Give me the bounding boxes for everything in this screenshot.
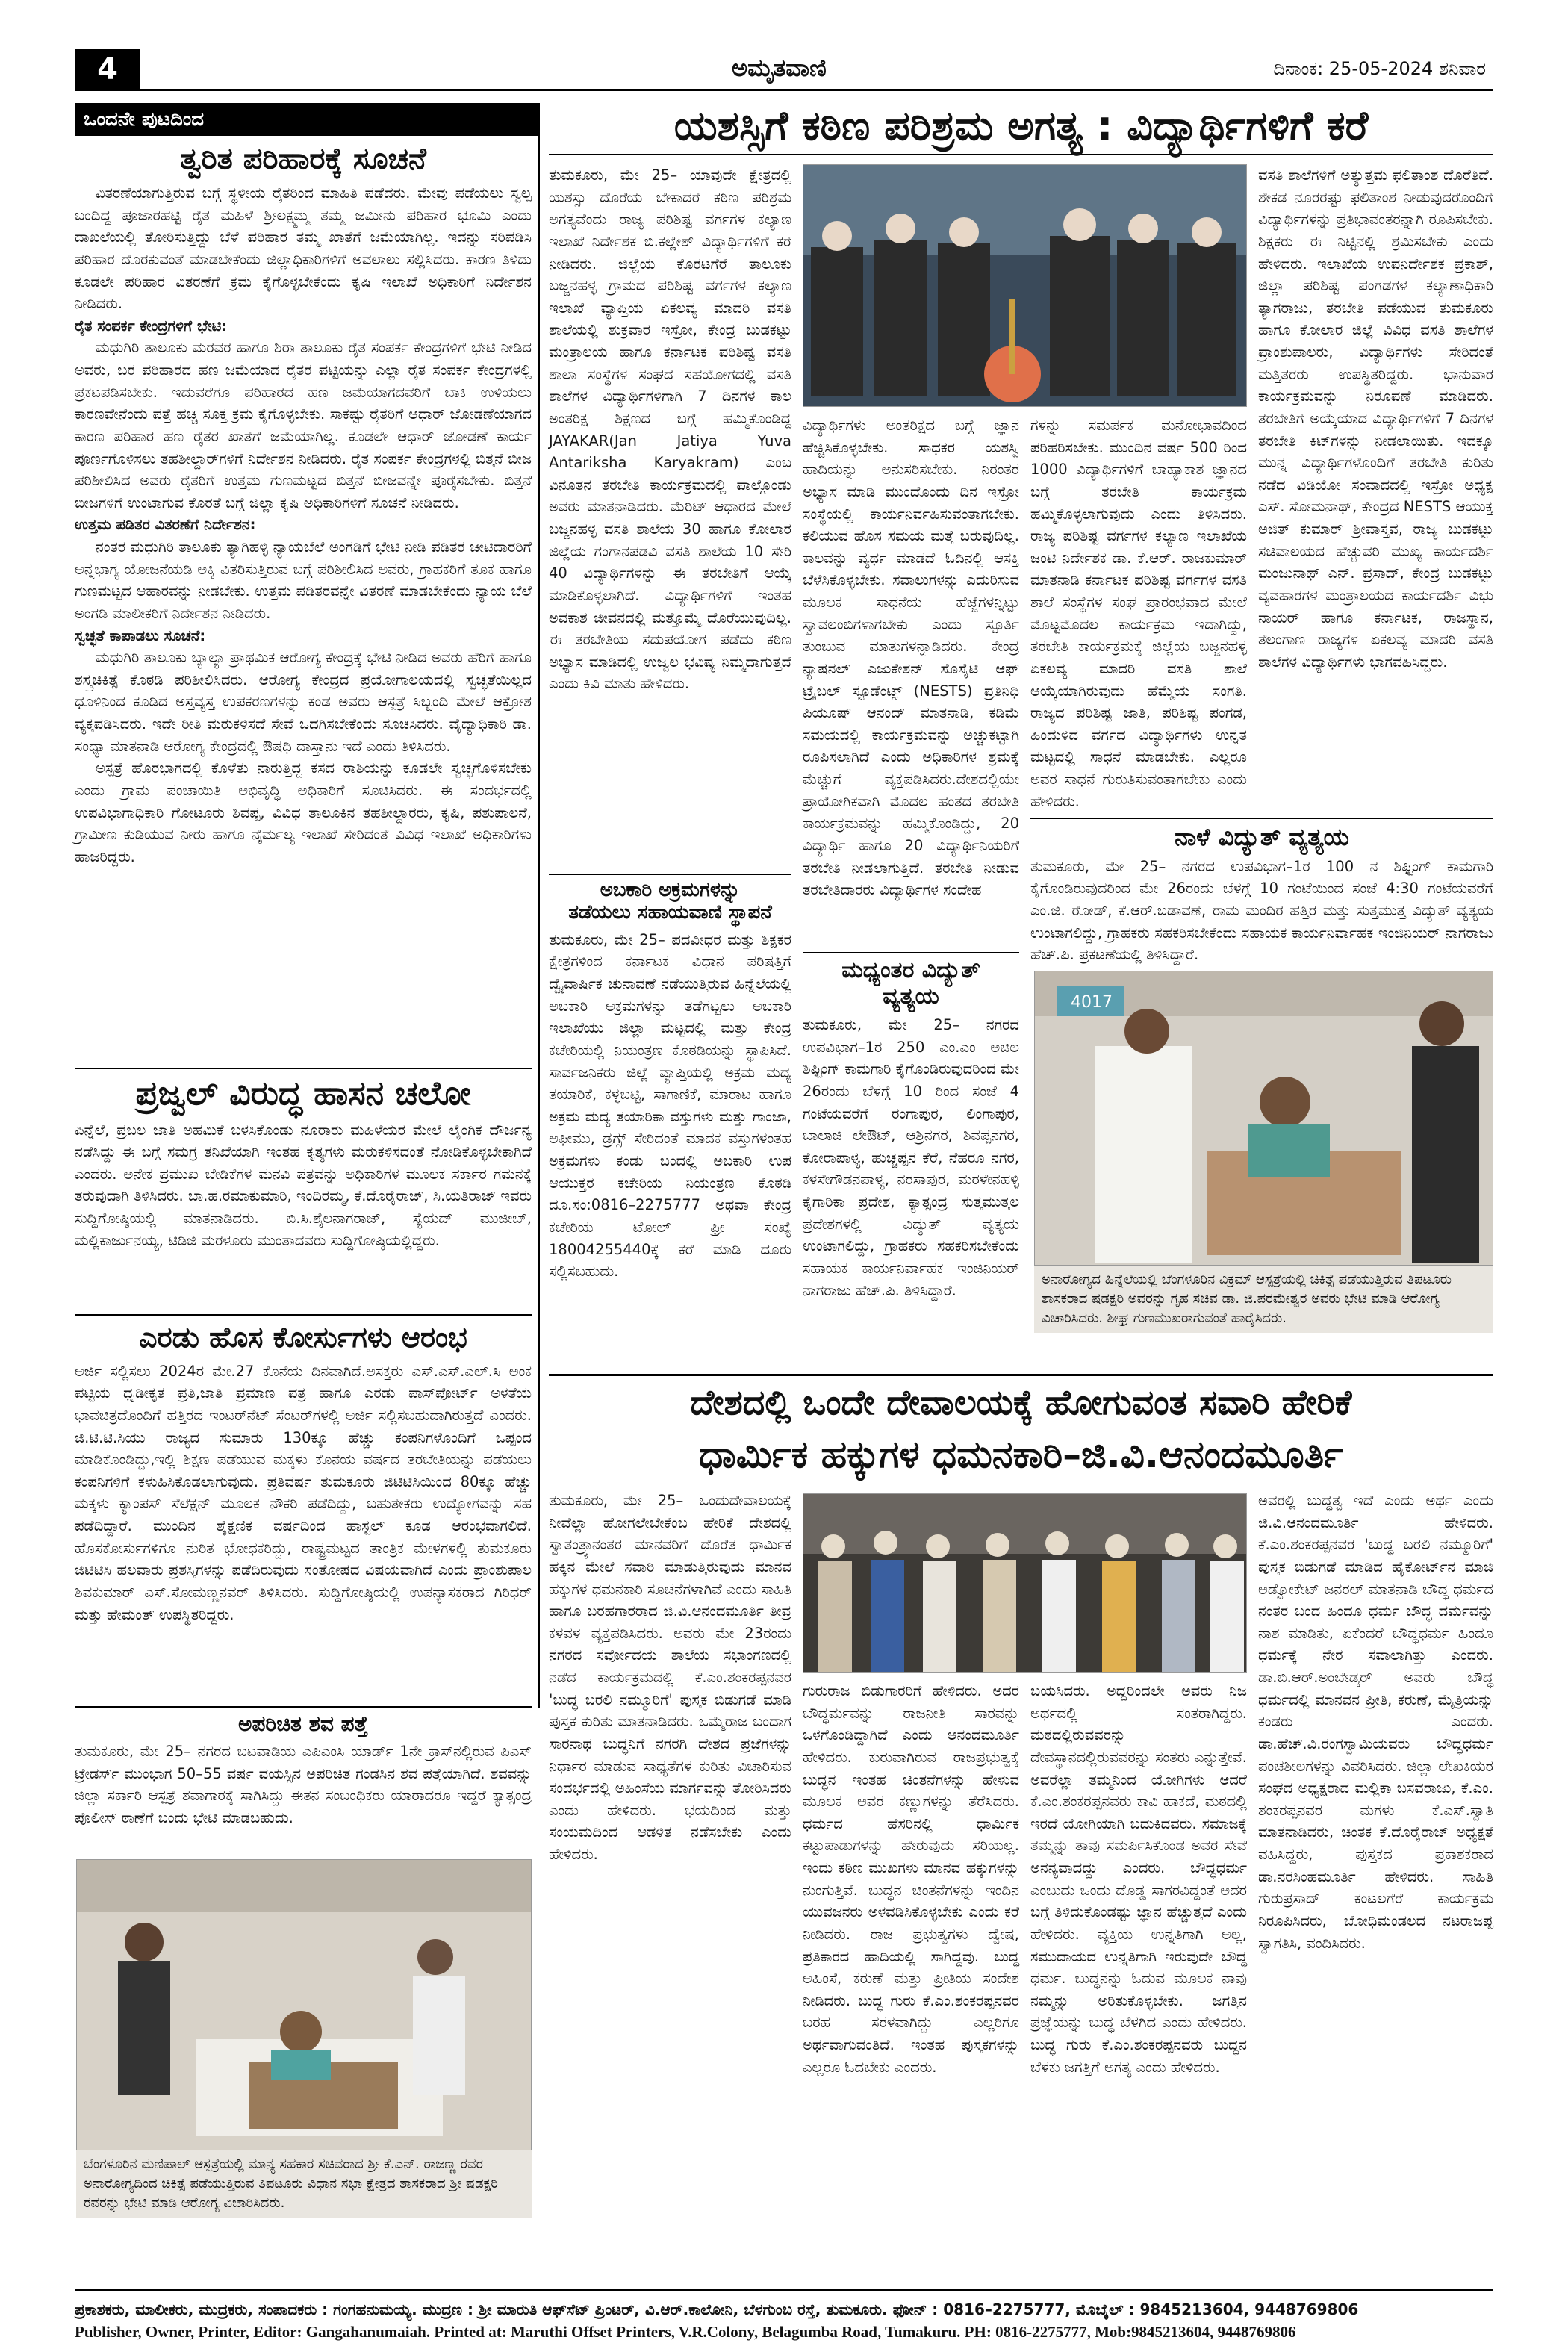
story-power-cut-2 <box>1030 818 1493 966</box>
article-body: ವಿತರಣೆಯಾಗುತ್ತಿರುವ ಬಗ್ಗೆ ಸ್ಥಳೀಯ ರೈತರಿಂದ ಮಾಹಿತಿ ಪಡೆದರು. ಮೇವು ಪಡೆಯಲು ಸ್ವಲ್ಪ ಬಂದಿದ್ದ ಪೂಜಾರಹಟ್ಟಿ ರೈತ ಮಹಿಳೆ ಶ್ರೀಲಕ್ಷ್ಮಮ್ಮ ತಮ್ಮ ಜಮೀನು ಪರಿಹಾರ ಭೂಮಿ ಎಂದು ದಾಖಲೆಯಲ್ಲಿ ತೋರಿಸುತ್ತಿದ್ದು ಬೆಳೆ ಪರಿಹಾರ ತಮ್ಮ ಖಾತೆಗೆ ಜಮೆಯಾಗಿಲ್ಲ. ಇದನ್ನು ಸರಿಪಡಿಸಿ ಪರಿಹಾರ ದೊರಕುವಂತೆ ಮಾಡಬೇಕೆಂದು ಜಿಲ್ಲಾಧಿಕಾರಿಗಳಿಗೆ ಅವಲಾಲು ಸಲ್ಲಿಸಿದರು. ಕಾರಣ ತಿಳಿದು ಕೂಡಲೇ ಪರಿಹಾರ ವಿತರಣೆಗೆ ಕ್ರಮ ಕೈಗೊಳ್ಳಬೇಕೆಂದು ಕೃಷಿ ಇಲಾಖೆ ಅಧಿಕಾರಿಗೆ ನಿರ್ದೇಶನ ನೀಡಿದರು. ರೈತ ಸಂಪರ್ಕ ಕೇಂದ್ರಗಳಿಗೆ ಭೇಟಿ: ಮಧುಗಿರಿ ತಾಲೂಕು ಮರವರ ಹಾಗೂ ಶಿರಾ ತಾಲೂಕು ರೈತ ಸಂಪರ್ಕ ಕೇಂದ್ರಗಳಿಗೆ ಭೇಟಿ ನೀಡಿದ ಅವರು, ಬರ ಪರಿಹಾರದ ಹಣ ಜಮೆಯಾದ ರೈತರ ಪಟ್ಟಿಯನ್ನು ಎಲ್ಲಾ ರೈತ ಸಂಪರ್ಕ ಕೇಂದ್ರಗಳಲ್ಲಿ ಪ್ರಕಟಪಡಿಸಬೇಕು. ಇದುವರೆಗೂ ಪರಿಹಾರದ ಹಣ ಜಮೆಯಾಗದವರಿಗೆ ಬಾಕಿ ಉಳಿಯಲು ಕಾರಣವೇನೆಂದು ಪತ್ತೆ ಹಚ್ಚಿ ಸೂಕ್ತ ಕ್ರಮ ಕೈಗೊಳ್ಳಬೇಕು. ಸಾಕಷ್ಟು ರೈತರಿಗೆ ಆಧಾರ್ ಜೋಡಣೆಯಾಗದ ಕಾರಣ ಪರಿಹಾರ ಹಣ ರೈತರ ಖಾತೆಗೆ ಜಮೆಯಾಗಿಲ್ಲ. ಕೂಡಲೇ ಆಧಾರ್ ಜೋಡಣೆ ಕಾರ್ಯ ಪೂರ್ಣಗೊಳಿಸಲು ತಹಶೀಲ್ದಾರ್‌ಗಳಿಗೆ ನಿರ್ದೇಶನ ನೀಡಿದರು. ರೈತ ಸಂಪರ್ಕ ಕೇಂದ್ರಗಳಲ್ಲಿ ಬಿತ್ತನೆ ಬೀಜ ಪರಿಶೀಲಿಸಿದ ಅವರು ರೈತರಿಗೆ ಉತ್ತಮ ಗುಣಮಟ್ಟದ ಬಿತ್ತನೆ ಬೀಜವನ್ನೇ ಪೂರೈಸಬೇಕು. ಬಿತ್ತನೆ ಬೀಜಗಳಿಗೆ ಉಂಟಾಗುವ ಕೊರತೆ ಬಗ್ಗೆ ಜಿಲ್ಲಾ ಕೃಷಿ ಅಧಿಕಾರಿಗಳಿಗೆ ಸೂಚನೆ ನೀಡಿದರು. ಉತ್ತಮ ಪಡಿತರ ವಿತರಣೆಗೆ ನಿರ್ದೇಶನ: ನಂತರ ಮಧುಗಿರಿ ತಾಲೂಕು ತ್ಯಾಗಿಹಳ್ಳಿ ನ್ಯಾಯಬೆಲೆ ಅಂಗಡಿಗೆ ಭೇಟಿ ನೀಡಿ ಪಡಿತರ ಚೀಟಿದಾರರಿಗೆ ಅನ್ನಭಾಗ್ಯ ಯೋಜನೆಯಡಿ ಅಕ್ಕಿ ವಿತರಿಸುತ್ತಿರುವ ಬಗ್ಗೆ ಪರಿಶೀಲಿಸಿದ ಅವರು, ಗ್ರಾಹಕರಿಗೆ ತೂಕ ಹಾಗೂ ಗುಣಮಟ್ಟದ ಆಹಾರವನ್ನು ನೀಡಬೇಕು. ಉತ್ತಮ ಪಡಿತರವನ್ನೇ ವಿತರಣೆ ಮಾಡಬೇಕೆಂದು ನ್ಯಾಯ ಬೆಲೆ ಅಂಗಡಿ ಮಾಲೀಕರಿಗೆ ನಿರ್ದೇಶನ ನೀಡಿದರು. ಸ್ವಚ್ಛತೆ ಕಾಪಾಡಲು ಸೂಚನೆ: ಮಧುಗಿರಿ ತಾಲೂಕು ಬ್ಯಾಲ್ಯಾ ಪ್ರಾಥಮಿಕ ಆರೋಗ್ಯ ಕೇಂದ್ರಕ್ಕೆ ಭೇಟಿ ನೀಡಿದ ಅವರು ಹೆರಿಗೆ ಹಾಗೂ ಶಸ್ತ್ರಚಿಕಿತ್ಸೆ ಕೊಠಡಿ ಪರಿಶೀಲಿಸಿದರು. ಆರೋಗ್ಯ ಕೇಂದ್ರದ ಪ್ರಯೋಗಾಲಯದಲ್ಲಿ ಸ್ವಚ್ಛತೆಯಿಲ್ಲದ ಧೂಳಿನಿಂದ ಕೂಡಿದ ಅಸ್ತವ್ಯಸ್ತ ಉಪಕರಣಗಳನ್ನು ಕಂಡ ಅವರು ಆಸ್ಪತ್ರೆ ಸಿಬ್ಬಂದಿ ಮೇಲೆ ಆಕ್ರೋಶ ವ್ಯಕ್ತಪಡಿಸಿದರು. ಇದೇ ರೀತಿ ಮರುಕಳಿಸದೆ ಸೇವೆ ಒದಗಿಸಬೇಕೆಂದು ಸೂಚಿಸಿದರು. ವೈದ್ಯಾಧಿಕಾರಿ ಡಾ. ಸಂಧ್ಯಾ ಮಾತನಾಡಿ ಆರೋಗ್ಯ ಕೇಂದ್ರದಲ್ಲಿ ಔಷಧಿ ದಾಸ್ತಾನು ಇದೆ ಎಂದು ತಿಳಿಸಿದರು. ಅಸ್ಪತ್ರೆ ಹೊರಭಾಗದಲ್ಲಿ ಕೊಳೆತು ನಾರುತ್ತಿದ್ದ ಕಸದ ರಾಶಿಯನ್ನು ಕೂಡಲೇ ಸ್ವಚ್ಛಗೊಳಿಸಬೇಕು ಎಂದು ಗ್ರಾಮ ಪಂಚಾಯಿತಿ ಅಭಿವೃದ್ಧಿ ಅಧಿಕಾರಿಗೆ ಸೂಚಿಸಿದರು. ಈ ಸಂದರ್ಭದಲ್ಲಿ ಉಪವಿಭಾಗಾಧಿಕಾರಿ ಗೋಟೂರು ಶಿವಪ್ಪ, ವಿವಿಧ ತಾಲೂಕಿನ ತಹಶೀಲ್ದಾರರು, ಕೃಷಿ, ಪಶುಪಾಲನೆ, ಗ್ರಾಮೀಣ ಕುಡಿಯುವ ನೀರು ಹಾಗೂ ನೈರ್ಮಲ್ಯ ಇಲಾಖೆ ಸೇರಿದಂತೆ ವಿವಿಧ ಇಲಾಖೆ ಅಧಿಕಾರಿಗಳು ಹಾಜರಿದ್ದರು. <box>75 184 532 865</box>
headline-line-1: ಅಬಕಾರಿ ಅಕ್ರಮಗಳನ್ನು <box>600 879 741 901</box>
issue-date: ದಿನಾಂಕ: 25-05-2024 ಶನಿವಾರ <box>1273 58 1486 79</box>
bottom-headline-line-2: ಧಾರ್ಮಿಕ ಹಕ್ಕುಗಳ ಧಮನಕಾರಿ–ಜಿ.ವಿ.ಆನಂದಮೂರ್ತಿ <box>698 1433 1344 1476</box>
article-body: ತುಮಕೂರು, ಮೇ 25– ಪದವೀಧರ ಮತ್ತು ಶಿಕ್ಷಕರ ಕ್ಷೇತ್ರಗಳಿಂದ ಕರ್ನಾಟಕ ವಿಧಾನ ಪರಿಷತ್ತಿಗೆ ದ್ವೈವಾರ್ಷಿಕ ಚುನಾವಣೆ ನಡೆಯುತ್ತಿರುವ ಹಿನ್ನೆಲೆಯಲ್ಲಿ ಅಬಕಾರಿ ಅಕ್ರಮಗಳನ್ನು ತಡೆಗಟ್ಟಲು ಅಬಕಾರಿ ಇಲಾಖೆಯು ಜಿಲ್ಲಾ ಮಟ್ಟದಲ್ಲಿ ಮತ್ತು ಕೇಂದ್ರ ಕಚೇರಿಯಲ್ಲಿ ನಿಯಂತ್ರಣ ಕೊಠಡಿಯನ್ನು ಸ್ಥಾಪಿಸಿದೆ. ಸಾರ್ವಜನಿಕರು ಜಿಲ್ಲೆ ವ್ಯಾಪ್ತಿಯಲ್ಲಿ ಅಕ್ರಮ ಮದ್ಯ ತಯಾರಿಕೆ, ಕಳ್ಳಬಟ್ಟಿ, ಸಾಗಾಣಿಕೆ, ಮಾರಾಟ ಹಾಗೂ ಅಕ್ರಮ ಮದ್ಯ ತಯಾರಿಕಾ ವಸ್ತುಗಳು ಮತ್ತು ಗಾಂಜಾ, ಅಫೀಮು, ಡ್ರಗ್ಸ್ ಸೇರಿದಂತೆ ಮಾದಕ ವಸ್ತುಗಳಂತಹ ಅಕ್ರಮಗಳು ಕಂಡು ಬಂದಲ್ಲಿ ಅಬಕಾರಿ ಉಪ ಆಯುಕ್ತರ ಕಚೇರಿಯ ನಿಯಂತ್ರಣ ಕೊಠಡಿ ದೂ.ಸಂ:0816–2275777 ಅಥವಾ ಕೇಂದ್ರ ಕಚೇರಿಯ ಟೋಲ್ ಫ್ರೀ ಸಂಖ್ಯೆ 18004255440ಕ್ಕೆ ಕರೆ ಮಾಡಿ ದೂರು ಸಲ್ಲಿಸಬಹುದು. <box>549 930 791 1281</box>
event-photo-illustration <box>803 165 1247 407</box>
page-number: 4 <box>75 49 140 90</box>
headline-line-1: ಮಧ್ಯಂತರ ವಿದ್ಯುತ್ <box>841 957 980 983</box>
article-body: ಅರ್ಜಿ ಸಲ್ಲಿಸಲು 2024ರ ಮೇ.27 ಕೊನೆಯ ದಿನವಾಗಿದೆ.ಅಸಕ್ತರು ಎಸ್.ಎಸ್.ಎಲ್.ಸಿ ಅಂಕ ಪಟ್ಟಿಯ ಧೃಡೀಕೃತ ಪ್ರತಿ,ಜಾತಿ ಪ್ರಮಾಣ ಪತ್ರ ಹಾಗೂ ಎರಡು ಪಾಸ್‌ಪೋರ್ಟ್ ಅಳತೆಯ ಭಾವಚಿತ್ರದೊಂದಿಗೆ ಹತ್ತಿರದ ಇಂಟರ್‌ನೆಟ್ ಸೆಂಟರ್‌ಗಳಲ್ಲಿ ಅರ್ಜಿ ಸಲ್ಲಿಸಬಹುದಾಗಿರುತ್ತದೆ ಎಂದರು. ಜಿ.ಟಿ.ಟಿ.ಸಿಯು ರಾಜ್ಯದ ಸುಮಾರು 130ಕ್ಕೂ ಹೆಚ್ಚು ಕಂಪನಿಗಳೊಂದಿಗೆ ಒಪ್ಪಂದ ಮಾಡಿಕೊಂಡಿದ್ದು,ಇಲ್ಲಿ ಶಿಕ್ಷಣ ಪಡೆಯುವ ಮಕ್ಕಳು ಕೊನೆಯ ವರ್ಷದ ತರಬೇತಿಯನ್ನು ಪಡೆಯಲು ಕಂಪನಿಗಳಿಗೆ ಕಳುಹಿಸಿಕೊಡಲಾಗುವುದು. ಪ್ರತಿವರ್ಷ ತುಮಕೂರು ಜಿಟಿಟಿಸಿಯಿಂದ 80ಕ್ಕೂ ಹೆಚ್ಚು ಮಕ್ಕಳು ಕ್ಯಾಂಪಸ್ ಸೆಲೆಕ್ಷನ್ ಮೂಲಕ ನೌಕರಿ ಪಡೆದಿದ್ದು, ಬಹುತೇಕರು ಉದ್ಯೋಗವನ್ನು ಸಹ ಪಡೆದಿದ್ದಾರೆ. ಮುಂದಿನ ಶೈಕ್ಷಣಿಕ ವರ್ಷದಿಂದ ಹಾಸ್ಟಲ್ ಕೂಡ ಆರಂಭವಾಗಲಿದೆ. ಹೊಸಕೋರ್ಸುಗಳಿಗೂ ನುರಿತ ಭೋಧಕರಿದ್ದು, ರಾಷ್ಟ್ರಮಟ್ಟದ ತಾಂತ್ರಿಕ ಮೇಳಗಳಲ್ಲಿ ತುಮಕೂರು ಜಿಟಿಟಿಸಿ ಹಲವಾರು ಪ್ರಶಸ್ತಿಗಳನ್ನು ಪಡೆದಿರುವುದು ಸಂತೋಷದ ವಿಷಯವಾಗಿದೆ ಎಂದು ಪ್ರಾಂಶುಪಾಲ ಶಿವಕುಮಾರ್ ಎಸ್.ಸೋಮಣ್ಣನವರ್ ತಿಳಿಸಿದರು. ಸುದ್ದಿಗೋಷ್ಠಿಯಲ್ಲಿ ಉಪನ್ಯಾಸಕರಾದ ಗಿರಿಧರ್ ಮತ್ತು ಹೇಮಂತ್ ಉಪಸ್ಥಿತರಿದ್ದರು. <box>75 1362 532 1623</box>
column-divider <box>538 103 540 1708</box>
headline-line-2: ತಡೆಯಲು ಸಹಾಯವಾಣಿ ಸ್ಥಾಪನೆ <box>568 900 772 924</box>
photo-caption-1: ಬೆಂಗಳೂರಿನ ಮಣಿಪಾಲ್ ಆಸ್ಪತ್ರೆಯಲ್ಲಿ ಮಾನ್ಯ ಸಹಕಾರ ಸಚಿವರಾದ ಶ್ರೀ ಕೆ.ಎನ್. ರಾಜಣ್ಣ ರವರ ಅನಾರೋಗ್ಯದಿಂದ ಚಿಕಿತ್ಸೆ ಪಡೆಯುತ್ತಿರುವ ತಿಪಟೂರು ವಿಧಾನ ಸಭಾ ಕ್ಷೇತ್ರದ ಶಾಸಕರಾದ ಶ್ರೀ ಷಡಕ್ಷರಿ ರವರನ್ನು ಭೇಟಿ ಮಾಡಿ ಆರೋಗ್ಯ ವಿಚಾರಿಸಿದರು. <box>76 2150 532 2218</box>
continued-label: ಒಂದನೇ ಪುಟದಿಂದ <box>75 103 538 136</box>
imprint-kannada: ಪ್ರಕಾಶಕರು, ಮಾಲೀಕರು, ಮುದ್ರಕರು, ಸಂಪಾದಕರು : ಗಂಗಹನುಮಯ್ಯ. ಮುದ್ರಣ : ಶ್ರೀ ಮಾರುತಿ ಆಫ್‌ಸೆಟ್ ಪ್ರಿಂಟರ್, ವಿ.ಆರ್.ಕಾಲೋನಿ, ಬೆಳಗುಂಬ ರಸ್ತೆ, ತುಮಕೂರು. ಫೋನ್ : 0816–2275777, ಮೊಬೈಲ್ : 9845213604, 9448769806 <box>75 2300 1359 2318</box>
lead-column-2: ವಿದ್ಯಾರ್ಥಿಗಳು ಅಂತರಿಕ್ಷದ ಬಗ್ಗೆ ಜ್ಞಾನ ಹೆಚ್ಚಿಸಿಕೊಳ್ಳಬೇಕು. ಸಾಧಕರ ಯಶಸ್ವಿ ಹಾದಿಯನ್ನು ಅನುಸರಿಸಬೇಕು. ನಿರಂತರ ಅಭ್ಯಾಸ ಮಾಡಿ ಮುಂದೊಂದು ದಿನ ಇಸ್ರೋ ಸಂಸ್ಥೆಯಲ್ಲಿ ಕಾರ್ಯನಿರ್ವಹಿಸುವಂತಾಗಬೇಕು. ಕಲಿಯುವ ಹೊಸ ಸಮಯ ಮತ್ತೆ ಬರುವುದಿಲ್ಲ. ಕಾಲವನ್ನು ವ್ಯರ್ಥ ಮಾಡದೆ ಓದಿನಲ್ಲಿ ಆಸಕ್ತಿ ಬೆಳೆಸಿಕೊಳ್ಳಬೇಕು. ಸವಾಲುಗಳನ್ನು ಎದುರಿಸುವ ಮೂಲಕ ಸಾಧನೆಯ ಹೆಜ್ಜೆಗಳನ್ನಿಟ್ಟು ಸ್ವಾವಲಂಬಿಗಳಾಗಬೇಕು ಎಂದು ಸ್ಪೂರ್ತಿ ತುಂಬುವ ಮಾತುಗಳನ್ನಾಡಿದರು. ಕೇಂದ್ರ ನ್ಯಾಷನಲ್ ಎಜುಕೇಶನ್ ಸೊಸೈಟಿ ಆಫ್ ಟ್ರೈಬಲ್ ಸ್ಟೂಡೆಂಟ್ಸ್ (NESTS) ಪ್ರತಿನಿಧಿ ಪಿಯೂಷ್ ಆನಂದ್ ಮಾತನಾಡಿ, ಕಡಿಮೆ ಸಮಯದಲ್ಲಿ ಕಾರ್ಯಕ್ರಮವನ್ನು ಅಚ್ಚುಕಟ್ಟಾಗಿ ರೂಪಿಸಲಾಗಿದೆ ಎಂದು ಅಧಿಕಾರಿಗಳ ಶ್ರಮಕ್ಕೆ ಮೆಚ್ಚುಗೆ ವ್ಯಕ್ತಪಡಿಸಿದರು.ದೇಶದಲ್ಲಿಯೇ ಪ್ರಾಯೋಗಿಕವಾಗಿ ಮೊದಲ ಹಂತದ ತರಬೇತಿ ಕಾರ್ಯಕ್ರಮವನ್ನು ಹಮ್ಮಿಕೊಂಡಿದ್ದು, 20 ವಿದ್ಯಾರ್ಥಿ ಹಾಗೂ 20 ವಿದ್ಯಾರ್ಥಿನಿಯರಿಗೆ ತರಬೇತಿ ನೀಡಲಾಗುತ್ತಿದೆ. ತರಬೇತಿ ನೀಡುವ ತರಬೇತಿದಾರರು ವಿದ್ಯಾರ್ಥಿಗಳ ಸಂದೇಹ <box>803 417 1019 899</box>
bottom-column-1: ತುಮಕೂರು, ಮೇ 25– ಒಂದುದೇವಾಲಯಕ್ಕೆ ನೀವೆಲ್ಲಾ ಹೋಗಲೇಬೇಕೆಂಬ ಹೇರಿಕೆ ದೇಶದಲ್ಲಿ ಸ್ವಾತಂತ್ರ್ಯಾನಂತರ ಮಾನವರಿಗೆ ದೊರೆತ ಧಾರ್ಮಿಕ ಹಕ್ಕಿನ ಮೇಲೆ ಸವಾರಿ ಮಾಡುತ್ತಿರುವುದು ಮಾನವ ಹಕ್ಕುಗಳ ಧಮನಕಾರಿ ಸೂಚನೆಗಳಾಗಿವೆ ಎಂದು ಸಾಹಿತಿ ಹಾಗೂ ಬರಹಗಾರರಾದ ಜಿ.ವಿ.ಆನಂದಮೂರ್ತಿ ತೀವ್ರ ಕಳವಳ ವ್ಯಕ್ತಪಡಿಸಿದರು. ಅವರು ಮೇ 23ರಂದು ನಗರದ ಸರ್ವೋದಯ ಶಾಲೆಯ ಸಭಾಂಗಣದಲ್ಲಿ ನಡೆದ ಕಾರ್ಯಕ್ರಮದಲ್ಲಿ ಕೆ.ಎಂ.ಶಂಕರಪ್ಪನವರ 'ಬುದ್ಧ ಬರಲಿ ನಮ್ಮೂರಿಗೆ' ಪುಸ್ತಕ ಬಿಡುಗಡೆ ಮಾಡಿ ಪುಸ್ತಕ ಕುರಿತು ಮಾತನಾಡಿದರು. ಒಮ್ಮೆರಾಜ ಬಂದಾಗ ಸಾರನಾಥ ಬುದ್ಧನಿಗೆ ನಗರಗಿ ದೇಶದ ಪ್ರಜೆಗಳನ್ನು ನಿರ್ಧಾರ ಮಾಡುವ ಸಾಧ್ಯತೆಗಳ ಕುರಿತು ವಿಚಾರಿಸುವ ಸಂದರ್ಭದಲ್ಲಿ ಅಹಿಂಸೆಯ ಮಾರ್ಗವನ್ನು ತೋರಿಸಿದರು ಎಂದು ಹೇಳಿದರು. ಭಯದಿಂದ ಮತ್ತು ಸಂಯಮದಿಂದ ಆಡಳಿತ ನಡೆಸಬೇಕು ಎಂದು ಹೇಳಿದರು. <box>549 1492 791 1863</box>
story-unknown-body <box>75 1706 532 1829</box>
lead-headline: ಯಶಸ್ಸಿಗೆ ಕಠಿಣ ಪರಿಶ್ರಮ ಅಗತ್ಯ : ವಿದ್ಯಾರ್ಥಿಗಳಿಗೆ ಕರೆ <box>549 103 1493 155</box>
section-divider <box>549 1374 1493 1376</box>
headline: ತ್ವರಿತ ಪರಿಹಾರಕ್ಕೆ ಸೂಚನೆ <box>180 142 426 176</box>
imprint-footer <box>75 2289 1493 2345</box>
masthead <box>75 49 1493 91</box>
headline: ಪ್ರಜ್ವಲ್ ವಿರುದ್ಧ ಹಾಸನ ಚಲೋ <box>135 1074 471 1113</box>
headline: ಎರಡು ಹೊಸ ಕೋರ್ಸುಗಳು ಆರಂಭ <box>139 1321 467 1354</box>
photo-book-release <box>803 1493 1247 1673</box>
imprint-english: Publisher, Owner, Printer, Editor: Gangahanumaiah. Printed at: Maruthi Offset Printers, V.R.Colony, Belagumba Road, Tumakuru. PH: 0816-2275777, Mob:9845213604, 9448769806 <box>75 2323 1296 2341</box>
bottom-column-4: ಅವರಲ್ಲಿ ಬುದ್ಧತ್ವ ಇದೆ ಎಂದು ಅರ್ಥ ಎಂದು ಜಿ.ವಿ.ಆನಂದಮೂರ್ತಿ ಹೇಳಿದರು. ಕೆ.ಎಂ.ಶಂಕರಪ್ಪನವರ 'ಬುದ್ಧ ಬರಲಿ ನಮ್ಮೂರಿಗೆ' ಪುಸ್ತಕ ಬಿಡುಗಡೆ ಮಾಡಿದ ಹೈಕೋರ್ಟ್‌ನ ಮಾಜಿ ಅಡ್ವೋಕೇಟ್ ಜನರಲ್ ಮಾತನಾಡಿ ಬೌದ್ಧ ಧರ್ಮದ ನಂತರ ಬಂದ ಹಿಂದೂ ಧರ್ಮ ಬೌದ್ಧ ದರ್ಮವನ್ನು ನಾಶ ಮಾಡಿತು, ಏಕೆಂದರೆ ಬೌದ್ಧಧರ್ಮ ಹಿಂದೂ ಧರ್ಮಕ್ಕೆ ನೇರ ಸವಾಲಾಗಿತ್ತು ಎಂದರು. ಡಾ.ಬಿ.ಆರ್.ಅಂಬೇಡ್ಕರ್ ಅವರು ಬೌದ್ಧ ಧರ್ಮದಲ್ಲಿ ಮಾನವನ ಪ್ರೀತಿ, ಕರುಣೆ, ಮೈತ್ರಿಯನ್ನು ಕಂಡರು ಎಂದರು. ಡಾ.ಹೆಚ್.ವಿ.ರಂಗಸ್ವಾಮಿಯವರು ಬೌದ್ಧಧರ್ಮ ಪಂಚಶೀಲಗಳನ್ನು ವಿವರಿಸಿದರು. ಜಿಲ್ಲಾ ಲೇಖಕಿಯರ ಸಂಘದ ಅಧ್ಯಕ್ಷರಾದ ಮಲ್ಲಿಕಾ ಬಸವರಾಜು, ಕೆ.ಎಂ. ಶಂಕರಪ್ಪನವರ ಮಗಳು ಕೆ.ಎಸ್.ಸ್ವಾತಿ ಮಾತನಾಡಿದರು, ಚಿಂತಕ ಕೆ.ದೊರೈರಾಜ್ ಅಧ್ಯಕ್ಷತೆ ವಹಿಸಿದ್ದರು, ಪುಸ್ತಕದ ಪ್ರಕಾಶಕರಾದ ಡಾ.ನರಸಿಂಹಮೂರ್ತಿ ಹೇಳಿದರು. ಸಾಹಿತಿ ಗುರುಪ್ರಸಾದ್ ಕಂಟಲಗೆರೆ ಕಾರ್ಯಕ್ರಮ ನಿರೂಪಿಸಿದರು, ಬೋಧಿಮಂಡಲದ ನಟರಾಜಪ್ಪ ಸ್ವಾಗತಿಸಿ, ವಂದಿಸಿದರು. <box>1258 1492 1493 1952</box>
book-release-photo-illustration <box>803 1494 1247 1673</box>
article-body: ತುಮಕೂರು, ಮೇ 25– ನಗರದ ಉಪವಿಭಾಗ–1ರ 250 ಎಂ.ಎಂ ಅಚಿಲ ಶಿಫ್ಟಿಂಗ್ ಕಾಮಗಾರಿ ಕೈಗೊಂಡಿರುವುದರಿಂದ ಮೇ 26ರಂದು ಬೆಳಗ್ಗೆ 10 ರಿಂದ ಸಂಜೆ 4 ಗಂಟೆಯವರೆಗೆ ರಂಗಾಪುರ, ಲಿಂಗಾಪುರ, ಬಾಲಾಜಿ ಲೇಔಟ್, ಆಶ್ರಿನಗರ, ಶಿವಪ್ಪನಗರ, ಕೋರಾಪಾಳ್ಯ, ಹುಚ್ಚಪ್ಪನ ಕೆರೆ, ನೆಹರೂ ನಗರ, ಕಳಸೇಗೌಡನಪಾಳ್ಯ, ನರಸಾಪುರ, ಮರಳೇನಹಳ್ಳಿ ಕೈಗಾರಿಕಾ ಪ್ರದೇಶ, ಕ್ಯಾತ್ಸಂದ್ರ ಸುತ್ತಮುತ್ತಲ ಪ್ರದೇಶಗಳಲ್ಲಿ ವಿದ್ಯುತ್ ವ್ಯತ್ಯಯ ಉಂಟಾಗಲಿದ್ದು, ಗ್ರಾಹಕರು ಸಹಕರಿಸಬೇಕೆಂದು ಸಹಾಯಕ ಕಾರ್ಯನಿರ್ವಾಹಕ ಇಂಜಿನಿಯರ್ ನಾಗರಾಜು ಹೆಚ್.ಪಿ. ತಿಳಿಸಿದ್ದಾರೆ. <box>803 1016 1019 1299</box>
headline: ನಾಳೆ ವಿದ್ಯುತ್ ವ್ಯತ್ಯಯ <box>1175 823 1349 851</box>
photo-hospital-visit-1 <box>76 1859 532 2150</box>
article-body: ತುಮಕೂರು, ಮೇ 25– ನಗರದ ಬಟವಾಡಿಯ ಎಪಿಎಂಸಿ ಯಾರ್ಡ್ 1ನೇ ಕ್ರಾಸ್‌ನಲ್ಲಿರುವ ಪಿಎಸ್ ಟ್ರೇಡರ್ಸ್ ಮುಂಭಾಗ 50–55 ವರ್ಷ ವಯಸ್ಸಿನ ಅಪರಿಚಿತ ಗಂಡಸಿನ ಶವ ಪತ್ತೆಯಾಗಿದೆ. ಶವವನ್ನು ಜಿಲ್ಲಾ ಸರ್ಕಾರಿ ಆಸ್ಪತ್ರೆ ಶವಾಗಾರಕ್ಕೆ ಸಾಗಿಸಿದ್ದು ಈತನ ಸಂಬಂಧಿಕರು ಯಾರಾದರೂ ಇದ್ದರೆ ಕ್ಯಾತ್ಸಂದ್ರ ಪೊಲೀಸ್ ಠಾಣೆಗೆ ಬಂದು ಭೇಟಿ ಮಾಡಬಹುದು. <box>75 1743 532 1827</box>
bed-number-label: 4017 <box>1071 993 1113 1012</box>
article-body: ತುಮಕೂರು, ಮೇ 25– ನಗರದ ಉಪವಿಭಾಗ–1ರ 100 ನ ಶಿಫ್ಟಿಂಗ್ ಕಾಮಗಾರಿ ಕೈಗೊಂಡಿರುವುದರಿಂದ ಮೇ 26ರಂದು ಬೆಳಗ್ಗೆ 10 ಗಂಟೆಯಿಂದ ಸಂಜೆ 4:30 ಗಂಟೆಯವರೆಗೆ ಎಂ.ಜಿ. ರೋಡ್, ಕೆ.ಆರ್.ಬಡಾವಣೆ, ರಾಮ ಮಂದಿರ ಹತ್ತಿರ ಮತ್ತು ಸುತ್ತಮುತ್ತ ವಿದ್ಯುತ್ ವ್ಯತ್ಯಯ ಉಂಟಾಗಲಿದ್ದು, ಗ್ರಾಹಕರು ಸಹಕರಿಸಬೇಕೆಂದು ಸಹಾಯಕ ಕಾರ್ಯನಿರ್ವಾಹಕ ಇಂಜಿನಿಯರ್ ನಾಗರಾಜು ಹೆಚ್.ಪಿ. ಪ್ರಕಟಣೆಯಲ್ಲಿ ತಿಳಿಸಿದ್ದಾರೆ. <box>1030 857 1493 964</box>
photo-isro-event <box>803 164 1247 407</box>
headline: ಅಪರಿಚಿತ ಶವ ಪತ್ತೆ <box>238 1711 368 1736</box>
story-new-courses <box>75 1314 532 1625</box>
lead-column-1: ತುಮಕೂರು, ಮೇ 25– ಯಾವುದೇ ಕ್ಷೇತ್ರದಲ್ಲಿ ಯಶಸ್ಸು ದೊರೆಯ ಬೇಕಾದರೆ ಕಠಿಣ ಪರಿಶ್ರಮ ಅಗತ್ಯವೆಂದು ರಾಜ್ಯ ಪರಿಶಿಷ್ಟ ವರ್ಗಗಳ ಕಲ್ಯಾಣ ಇಲಾಖೆ ನಿರ್ದೇಶಕ ಬಿ.ಕಲ್ಲೇಶ್ ವಿದ್ಯಾರ್ಥಿಗಳಿಗೆ ಕರೆ ನೀಡಿದರು. ಜಿಲ್ಲೆಯ ಕೊರಟಗೆರೆ ತಾಲೂಕು ಬಜ್ಜನಹಳ್ಳ ಗ್ರಾಮದ ಪರಿಶಿಷ್ಟ ವರ್ಗಗಳ ಕಲ್ಯಾಣ ಇಲಾಖೆ ವ್ಯಾಪ್ತಿಯ ಏಕಲವ್ಯ ಮಾದರಿ ವಸತಿ ಶಾಲೆಯಲ್ಲಿ ಶುಕ್ರವಾರ ಇಸ್ರೋ, ಕೇಂದ್ರ ಬುಡಕಟ್ಟು ಮಂತ್ರಾಲಯ ಹಾಗೂ ಕರ್ನಾಟಕ ಪರಿಶಿಷ್ಟ ವಸತಿ ಶಾಲಾ ಸಂಸ್ಥೆಗಳ ಸಂಘದ ಸಹಯೋಗದಲ್ಲಿ ವಸತಿ ಶಾಲೆಗಳ ವಿದ್ಯಾರ್ಥಿಗಳಿಗಾಗಿ 7 ದಿನಗಳ ಕಾಲ ಅಂತರಿಕ್ಷ ಶಿಕ್ಷಣದ ಬಗ್ಗೆ ಹಮ್ಮಿಕೊಂಡಿದ್ದ JAYAKAR(Jan Jatiya Yuva Antariksha Karyakram) ಎಂಬ ವಿನೂತನ ತರಬೇತಿ ಕಾರ್ಯಕ್ರಮದಲ್ಲಿ ಪಾಲ್ಗೊಂಡು ಅವರು ಮಾತನಾಡಿದರು. ಮೆರಿಟ್ ಆಧಾರದ ಮೇಲೆ ಬಜ್ಜನಹಳ್ಳ ವಸತಿ ಶಾಲೆಯ 30 ಹಾಗೂ ಕೋಲಾರ ಜಿಲ್ಲೆಯ ಗಂಗಾನಪಡವಿ ವಸತಿ ಶಾಲೆಯ 10 ಸೇರಿ 40 ವಿದ್ಯಾರ್ಥಿಗಳನ್ನು ಈ ತರಬೇತಿಗೆ ಆಯ್ಕೆ ಮಾಡಿಕೊಳ್ಳಲಾಗಿದೆ. ವಿದ್ಯಾರ್ಥಿಗಳಿಗೆ ಇಂತಹ ಅವಕಾಶ ಜೀವನದಲ್ಲಿ ಮತ್ತೊಮ್ಮೆ ದೊರೆಯುವುದಿಲ್ಲ. ಈ ತರಬೇತಿಯ ಸದುಪಯೋಗ ಪಡೆದು ಕಠಿಣ ಅಭ್ಯಾಸ ಮಾಡಿದಲ್ಲಿ ಉಜ್ವಲ ಭವಿಷ್ಯ ನಿಮ್ಮದಾಗುತ್ತದೆ ಎಂದು ಕಿವಿ ಮಾತು ಹೇಳಿದರು. <box>549 167 791 693</box>
article-body: ಪಿನ್ನೆಲೆ, ಪ್ರಬಲ ಜಾತಿ ಅಹಮಿಕೆ ಬಳಸಿಕೊಂಡು ನೂರಾರು ಮಹಿಳೆಯರ ಮೇಲೆ ಲೈಂಗಿಕ ದೌರ್ಜನ್ಯ ನಡೆಸಿದ್ದು ಈ ಬಗ್ಗೆ ಸಮಗ್ರ ತನಿಖೆಯಾಗಿ ಇಂತಹ ಕೃತ್ಯಗಳು ಮರುಕಳಿಸದಂತೆ ನೋಡಿಕೊಳ್ಳಬೇಕಾಗಿದೆ ಎಂದರು. ಅನೇಕ ಪ್ರಮುಖ ಬೇಡಿಕೆಗಳ ಮನವಿ ಪತ್ರವನ್ನು ಅಧಿಕಾರಿಗಳ ಮೂಲಕ ಸರ್ಕಾರ ಗಮನಕ್ಕೆ ತರುವುದಾಗಿ ತಿಳಿಸಿದರು. ಬಾ.ಹ.ರಮಾಕುಮಾರಿ, ಇಂದಿರಮ್ಮ, ಕೆ.ದೊರೈರಾಜ್, ಸಿ.ಯತಿರಾಜ್ ಇವರು ಸುದ್ದಿಗೋಷ್ಠಿಯಲ್ಲಿ ಮಾತನಾಡಿದರು. ಬಿ.ಸಿ.ಶೈಲನಾಗರಾಜ್, ಸ್ಯೆಯದ್ ಮುಜೀಬ್, ಮಲ್ಲಿಕಾರ್ಜುನಯ್ಯ, ಟಿಡಿಜಿ ಮರಳೂರು ಮುಂತಾದವರು ಸುದ್ದಿಗೋಷ್ಠಿಯಲ್ಲಿದ್ದರು. <box>75 1121 532 1249</box>
headline-line-2: ವ್ಯತ್ಯಯ <box>883 983 939 1009</box>
hospital-photo-illustration <box>1035 971 1493 1266</box>
paper-name: ಅಮೃತವಾಣಿ <box>732 54 827 82</box>
lead-column-3: ಗಳನ್ನು ಸಮರ್ಪಕ ಮನೋಭಾವದಿಂದ ಪರಿಹರಿಸಬೇಕು. ಮುಂದಿನ ವರ್ಷ 500 ರಿಂದ 1000 ವಿದ್ಯಾರ್ಥಿಗಳಿಗೆ ಬಾಹ್ಯಾಕಾಶ ಜ್ಞಾನದ ಬಗ್ಗೆ ತರಬೇತಿ ಕಾರ್ಯಕ್ರಮ ಹಮ್ಮಿಕೊಳ್ಳಲಾಗುವುದು ಎಂದು ತಿಳಿಸಿದರು. ರಾಜ್ಯ ಪರಿಶಿಷ್ಟ ವರ್ಗಗಳ ಕಲ್ಯಾಣ ಇಲಾಖೆಯ ಜಂಟಿ ನಿರ್ದೇಶಕ ಡಾ. ಕೆ.ಆರ್. ರಾಜಕುಮಾರ್ ಮಾತನಾಡಿ ಕರ್ನಾಟಕ ಪರಿಶಿಷ್ಟ ವರ್ಗಗಳ ವಸತಿ ಶಾಲೆ ಸಂಸ್ಥೆಗಳ ಸಂಘ ಪ್ರಾರಂಭವಾದ ಮೇಲೆ ಮೊಟ್ಟಮೊದಲ ಕಾರ್ಯಕ್ರಮ ಇದಾಗಿದ್ದು, ತರಬೇತಿ ಕಾರ್ಯಕ್ರಮಕ್ಕೆ ಜಿಲ್ಲೆಯ ಬಜ್ಜನಹಳ್ಳ ಏಕಲವ್ಯ ಮಾದರಿ ವಸತಿ ಶಾಲೆ ಆಯ್ಕೆಯಾಗಿರುವುದು ಹೆಮ್ಮೆಯ ಸಂಗತಿ. ರಾಜ್ಯದ ಪರಿಶಿಷ್ಟ ಜಾತಿ, ಪರಿಶಿಷ್ಟ ಪಂಗಡ, ಹಿಂದುಳಿದ ವರ್ಗದ ವಿದ್ಯಾರ್ಥಿಗಳು ಉನ್ನತ ಮಟ್ಟದಲ್ಲಿ ಸಾಧನೆ ಮಾಡಬೇಕು. ಎಲ್ಲರೂ ಅವರ ಸಾಧನೆ ಗುರುತಿಸುವಂತಾಗಬೇಕು ಎಂದು ಹೇಳಿದರು. <box>1030 417 1247 810</box>
story-power-cut-1 <box>803 952 1019 1301</box>
photo-caption-2: ಅನಾರೋಗ್ಯದ ಹಿನ್ನೆಲೆಯಲ್ಲಿ ಬೆಂಗಳೂರಿನ ವಿಕ್ರಮ್ ಆಸ್ಪತ್ರೆಯಲ್ಲಿ ಚಿಕಿತ್ಸೆ ಪಡೆಯುತ್ತಿರುವ ತಿಪಟೂರು ಶಾಸಕರಾದ ಷಡಕ್ಷರಿ ಅವರನ್ನು ಗೃಹ ಸಚಿವ ಡಾ. ಜಿ.ಪರಮೇಶ್ವರ ಅವರು ಭೇಟಿ ಮಾಡಿ ಆರೋಗ್ಯ ವಿಚಾರಿಸಿದರು. ಶೀಘ್ರ ಗುಣಮುಖರಾಗುವಂತೆ ಹಾರೈಸಿದರು. <box>1034 1266 1493 1333</box>
bottom-column-2: ಗುರುರಾಜ ಬಿಡುಗಾರರಿಗೆ ಹೇಳಿದರು. ಅದರ ಬೌದ್ಧರ್ಮವನ್ನು ರಾಜನೀತಿ ಸಾರವನ್ನು ಒಳಗೊಂಡಿದ್ದಾಗಿದೆ ಎಂದು ಆನಂದಮೂರ್ತಿ ಹೇಳಿದರು. ಕುರುವಾಗಿರುವ ರಾಜಪ್ರಭುತ್ವಕ್ಕೆ ಬುದ್ಧನ ಇಂತಹ ಚಿಂತನೆಗಳನ್ನು ಹೇಳುವ ಮೂಲಕ ಅವರ ಕಣ್ಣುಗಳನ್ನು ತೆರೆಸಿದರು. ಧರ್ಮದ ಹೆಸರಿನಲ್ಲಿ ಧಾರ್ಮಿಕ ಕಟ್ಟುಪಾಡುಗಳನ್ನು ಹೇರುವುದು ಸರಿಯಲ್ಲ. ಇಂದು ಕಠಿಣ ಮುಖಗಳು ಮಾನವ ಹಕ್ಕುಗಳನ್ನು ನುಂಗುತ್ತಿವೆ. ಬುದ್ಧನ ಚಿಂತನೆಗಳನ್ನು ಇಂದಿನ ಯುವಜನರು ಅಳವಡಿಸಿಕೊಳ್ಳಬೇಕು ಎಂದು ಕರೆ ನೀಡಿದರು. ರಾಜ ಪ್ರಭುತ್ವಗಳು ದ್ವೇಷ, ಪ್ರತಿಕಾರದ ಹಾದಿಯಲ್ಲಿ ಸಾಗಿದ್ದವು. ಬುದ್ಧ ಅಹಿಂಸೆ, ಕರುಣೆ ಮತ್ತು ಪ್ರೀತಿಯ ಸಂದೇಶ ನೀಡಿದರು. ಬುದ್ಧ ಗುರು ಕೆ.ಎಂ.ಶಂಕರಪ್ಪನವರ ಬರಹ ಸರಳವಾಗಿದ್ದು ಎಲ್ಲರಿಗೂ ಅರ್ಥವಾಗುವಂತಿದೆ. ಇಂತಹ ಪುಸ್ತಕಗಳನ್ನು ಎಲ್ಲರೂ ಓದಬೇಕು ಎಂದರು. <box>803 1682 1019 2076</box>
story-excise-helpline <box>549 874 791 1283</box>
lead-column-4: ವಸತಿ ಶಾಲೆಗಳಿಗೆ ಅತ್ಯುತ್ತಮ ಫಲಿತಾಂಶ ದೊರೆತಿದೆ. ಶೇಕಡ ನೂರರಷ್ಟು ಫಲಿತಾಂಶ ನೀಡುವುದರೊಂದಿಗೆ ವಿದ್ಯಾರ್ಥಿಗಳನ್ನು ಪ್ರತಿಭಾವಂತರನ್ನಾಗಿ ರೂಪಿಸಬೇಕು. ಶಿಕ್ಷಕರು ಈ ನಿಟ್ಟಿನಲ್ಲಿ ಶ್ರಮಿಸಬೇಕು ಎಂದು ಹೇಳಿದರು. ಇಲಾಖೆಯ ಉಪನಿರ್ದೇಶಕ ಪ್ರಕಾಶ್, ಜಿಲ್ಲಾ ಪರಿಶಿಷ್ಟ ಪಂಗಡಗಳ ಕಲ್ಯಾಣಾಧಿಕಾರಿ ತ್ಯಾಗರಾಜು, ತರಬೇತಿ ಪಡೆಯುವ ತುಮಕೂರು ಹಾಗೂ ಕೋಲಾರ ಜಿಲ್ಲೆ ವಿವಿಧ ವಸತಿ ಶಾಲೆಗಳ ಪ್ರಾಂಶುಪಾಲರು, ವಿದ್ಯಾರ್ಥಿಗಳು ಸೇರಿದಂತೆ ಮತ್ತಿತರರು ಉಪಸ್ಥಿತರಿದ್ದರು. ಭಾನುವಾರ ಕಾರ್ಯಕ್ರಮವನ್ನು ನಿರೂಪಣೆ ಮಾಡಿದರು. ತರಬೇತಿಗೆ ಅಯ್ಕೆಯಾದ ವಿದ್ಯಾರ್ಥಿಗಳಿಗೆ 7 ದಿನಗಳ ತರಬೇತಿ ಕಿಟ್‌ಗಳನ್ನು ನೀಡಲಾಯಿತು. ಇದಕ್ಕೂ ಮುನ್ನ ವಿದ್ಯಾರ್ಥಿಗಳೊಂದಿಗೆ ತರಬೇತಿ ಕುರಿತು ನಡೆದ ವಿಡಿಯೋ ಸಂವಾದದಲ್ಲಿ ಇಸ್ರೋ ಅಧ್ಯಕ್ಷ ಎಸ್. ಸೋಮನಾಥ್, ಕೇಂದ್ರದ NESTS ಆಯುಕ್ತ ಅಜಿತ್ ಕುಮಾರ್ ಶ್ರೀವಾಸ್ತವ, ರಾಜ್ಯ ಬುಡಕಟ್ಟು ಸಚಿವಾಲಯದ ಹೆಚ್ಚುವರಿ ಮುಖ್ಯ ಕಾರ್ಯದರ್ಶಿ ಮಂಜುನಾಥ್ ಎನ್. ಪ್ರಸಾದ್, ಕೇಂದ್ರ ಬುಡಕಟ್ಟು ವ್ಯವಹಾರಗಳ ಮಂತ್ರಾಲಯದ ಕಾರ್ಯದರ್ಶಿ ವಿಭು ನಾಯರ್ ಹಾಗೂ ಕರ್ನಾಟಕ, ರಾಜಸ್ಥಾನ, ತೆಲಂಗಾಣ ರಾಜ್ಯಗಳ ಏಕಲವ್ಯ ಮಾದರಿ ವಸತಿ ಶಾಲೆಗಳ ವಿದ್ಯಾರ್ಥಿಗಳು ಭಾಗವಹಿಸಿದ್ದರು. <box>1258 167 1493 671</box>
story-quick-relief <box>75 142 532 868</box>
story-hassan-chalo <box>75 1068 532 1251</box>
bottom-headline-line-1: ದೇಶದಲ್ಲಿ ಒಂದೇ ದೇವಾಲಯಕ್ಕೆ ಹೋಗುವಂತ ಸವಾರಿ ಹೇರಿಕೆ <box>690 1382 1352 1422</box>
bottom-column-3: ಬಯಸಿದರು. ಅದ್ದರಿಂದಲೇ ಅವರು ನಿಜ ಅರ್ಥದಲ್ಲಿ ಸಂತರಾಗಿದ್ದರು. ಮಠದಲ್ಲಿರುವವರನ್ನು ದೇವಸ್ಥಾನದಲ್ಲಿರುವವರನ್ನು ಸಂತರು ಎನ್ನುತ್ತೇವೆ. ಅವರೆಲ್ಲಾ ತಮ್ಮನಿಂದ ಯೋಗಿಗಳು ಆದರೆ ಕೆ.ಎಂ.ಶಂಕರಪ್ಪನವರು ಕಾವಿ ಹಾಕದೆ, ಮಠದಲ್ಲಿ ಇರದೆ ಯೋಗಿಯಾಗಿ ಬದುಕಿದವರು. ಸಮಾಜಕ್ಕೆ ತಮ್ಮನ್ನು ತಾವು ಸಮರ್ಪಿಸಿಕೊಂಡ ಅವರ ಸೇವೆ ಅನನ್ಯವಾದದ್ದು ಎಂದರು. ಬೌದ್ಧಧರ್ಮ ಎಂಬುದು ಒಂದು ದೊಡ್ಡ ಸಾಗರವಿದ್ದಂತೆ ಅದರ ಬಗ್ಗೆ ತಿಳಿದುಕೊಂಡಷ್ಟು ಜ್ಞಾನ ಹೆಚ್ಚುತ್ತದೆ ಎಂದು ಹೇಳಿದರು. ವ್ಯಕ್ತಿಯ ಉನ್ನತಿಗಾಗಿ ಅಲ್ಲ, ಸಮುದಾಯದ ಉನ್ನತಿಗಾಗಿ ಇರುವುದೇ ಬೌದ್ಧ ಧರ್ಮ. ಬುದ್ಧನನ್ನು ಓದುವ ಮೂಲಕ ನಾವು ನಮ್ಮನ್ನು ಅರಿತುಕೊಳ್ಳಬೇಕು. ಜಗತ್ತಿನ ಪ್ರಜ್ಞೆಯನ್ನು ಬುದ್ಧ ಬೆಳಗಿದ ಎಂದು ಹೇಳಿದರು. ಬುದ್ಧ ಗುರು ಕೆ.ಎಂ.ಶಂಕರಪ್ಪನವರು ಬುದ್ಧನ ಬೆಳಕು ಜಗತ್ತಿಗೆ ಅಗತ್ಯ ಎಂದು ಹೇಳಿದರು. <box>1030 1682 1247 2076</box>
photo-hospital-visit-2 <box>1034 971 1493 1266</box>
hospital-photo-illustration <box>77 1860 532 2150</box>
